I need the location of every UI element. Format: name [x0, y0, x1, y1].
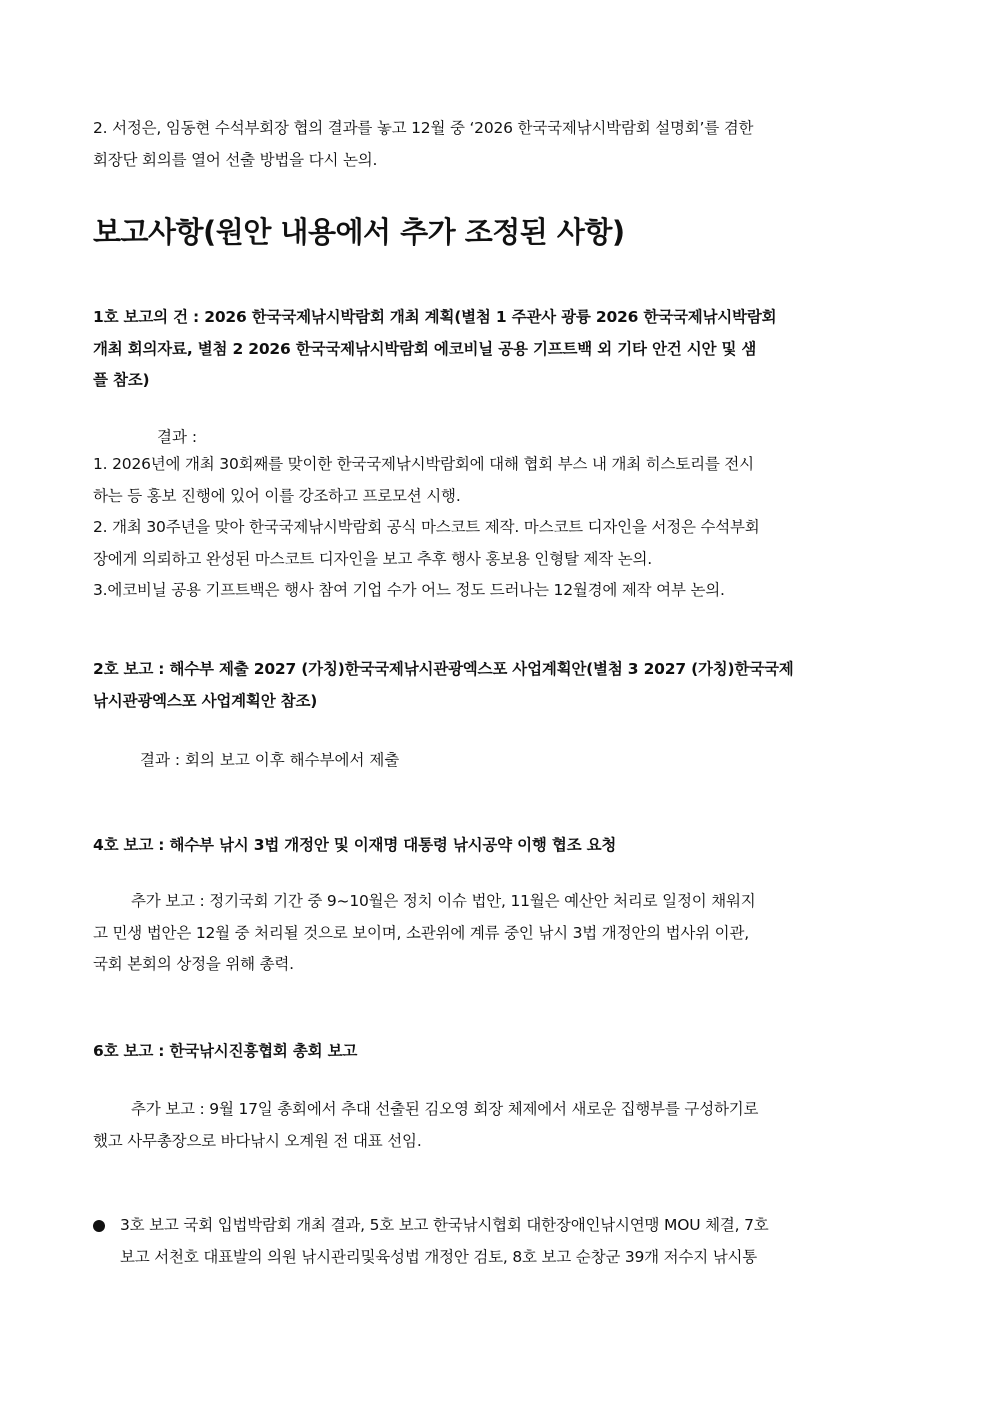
bullet-dot-icon: [93, 1220, 105, 1232]
report1-title-line-1: 1호 보고의 건 : 2026 한국국제낚시박람회 개최 계획(별첨 1 주관사 광륭 2026 한국국제낚시박람회: [93, 308, 777, 326]
bullet-item: [93, 1210, 899, 1276]
report4-additional: [93, 886, 899, 981]
report6-title: [93, 1036, 899, 1068]
intro-line-2: 회장단 회의를 열어 선출 방법을 다시 논의.: [93, 150, 378, 169]
report6-line-2: 했고 사무총장으로 바다낚시 오계원 전 대표 선임.: [93, 1131, 422, 1150]
report6-title-line: 6호 보고 : 한국낚시진흥협회 총회 보고: [93, 1042, 358, 1060]
report1-result-line-3: 2. 개최 30주년을 맞아 한국국제낚시박람회 공식 마스코트 제작. 마스코트 디자인을 서정은 수석부회: [93, 518, 760, 536]
report1-result-line-1: 1. 2026년에 개최 30회째를 맞이한 한국국제낚시박람회에 대해 협회 부스 내 개최 히스토리를 전시: [93, 455, 754, 473]
report2-result: 결과 : 회의 보고 이후 해수부에서 제출: [140, 751, 400, 769]
section-heading: 보고사항(원안 내용에서 추가 조정된 사항): [93, 215, 625, 249]
bullet-line-2: 보고 서천호 대표발의 의원 낚시관리및육성법 개정안 검토, 8호 보고 순창군 39개 저수지 낚시통: [120, 1247, 758, 1266]
report2-title-line-1: 2호 보고 : 해수부 제출 2027 (가칭)한국국제낚시관광엑스포 사업계획안(별첨 3 2027 (가칭)한국국제: [93, 660, 794, 678]
report4-title: [93, 830, 899, 862]
report4-line-1: 추가 보고 : 정기국회 기간 중 9~10월은 정치 이슈 법안, 11월은 예산안 처리로 일정이 채워지: [131, 892, 756, 910]
report2-title: [93, 654, 899, 717]
bullet-line-1: 3호 보고 국회 입법박람회 개최 결과, 5호 보고 한국낚시협회 대한장애인낚시연맹 MOU 체결, 7호: [120, 1216, 769, 1234]
report6-additional: [93, 1094, 899, 1157]
report1-title-line-2: 개최 회의자료, 별첨 2 2026 한국국제낚시박람회 에코비닐 공용 기프트백 외 기타 안건 시안 및 샘: [93, 339, 757, 358]
report4-title-line: 4호 보고 : 해수부 낚시 3법 개정안 및 이재명 대통령 낚시공약 이행 협조 요청: [93, 836, 617, 854]
report1-result-line-2: 하는 등 홍보 진행에 있어 이를 강조하고 프로모션 시행.: [93, 486, 461, 505]
report1-result: [93, 449, 899, 607]
report2-title-line-2: 낚시관광엑스포 사업계획안 참조): [93, 691, 318, 710]
report1-title: [93, 302, 899, 397]
report1-title-line-3: 플 참조): [93, 371, 150, 389]
report1-result-line-5: 3.에코비닐 공용 기프트백은 행사 참여 기업 수가 어느 정도 드러나는 12월경에 제작 여부 논의.: [93, 581, 725, 599]
report4-line-2: 고 민생 법안은 12월 중 처리될 것으로 보이며, 소관위에 계류 중인 낚시 3법 개정안의 법사위 이관,: [93, 923, 749, 942]
intro-line-1: 2. 서정은, 임동현 수석부회장 협의 결과를 놓고 12월 중 ‘2026 한국국제낚시박람회 설명회’를 겸한: [93, 119, 754, 137]
report1-result-label: 결과 :: [157, 428, 198, 446]
bullet-text: [120, 1210, 899, 1273]
intro-paragraph: [93, 113, 899, 176]
report1-result-line-4: 장에게 의뢰하고 완성된 마스코트 디자인을 보고 추후 행사 홍보용 인형탈 제작 논의.: [93, 549, 653, 568]
report4-line-3: 국회 본회의 상정을 위해 총력.: [93, 955, 294, 973]
report6-line-1: 추가 보고 : 9월 17일 총회에서 추대 선출된 김오영 회장 체제에서 새로운 집행부를 구성하기로: [131, 1100, 759, 1118]
